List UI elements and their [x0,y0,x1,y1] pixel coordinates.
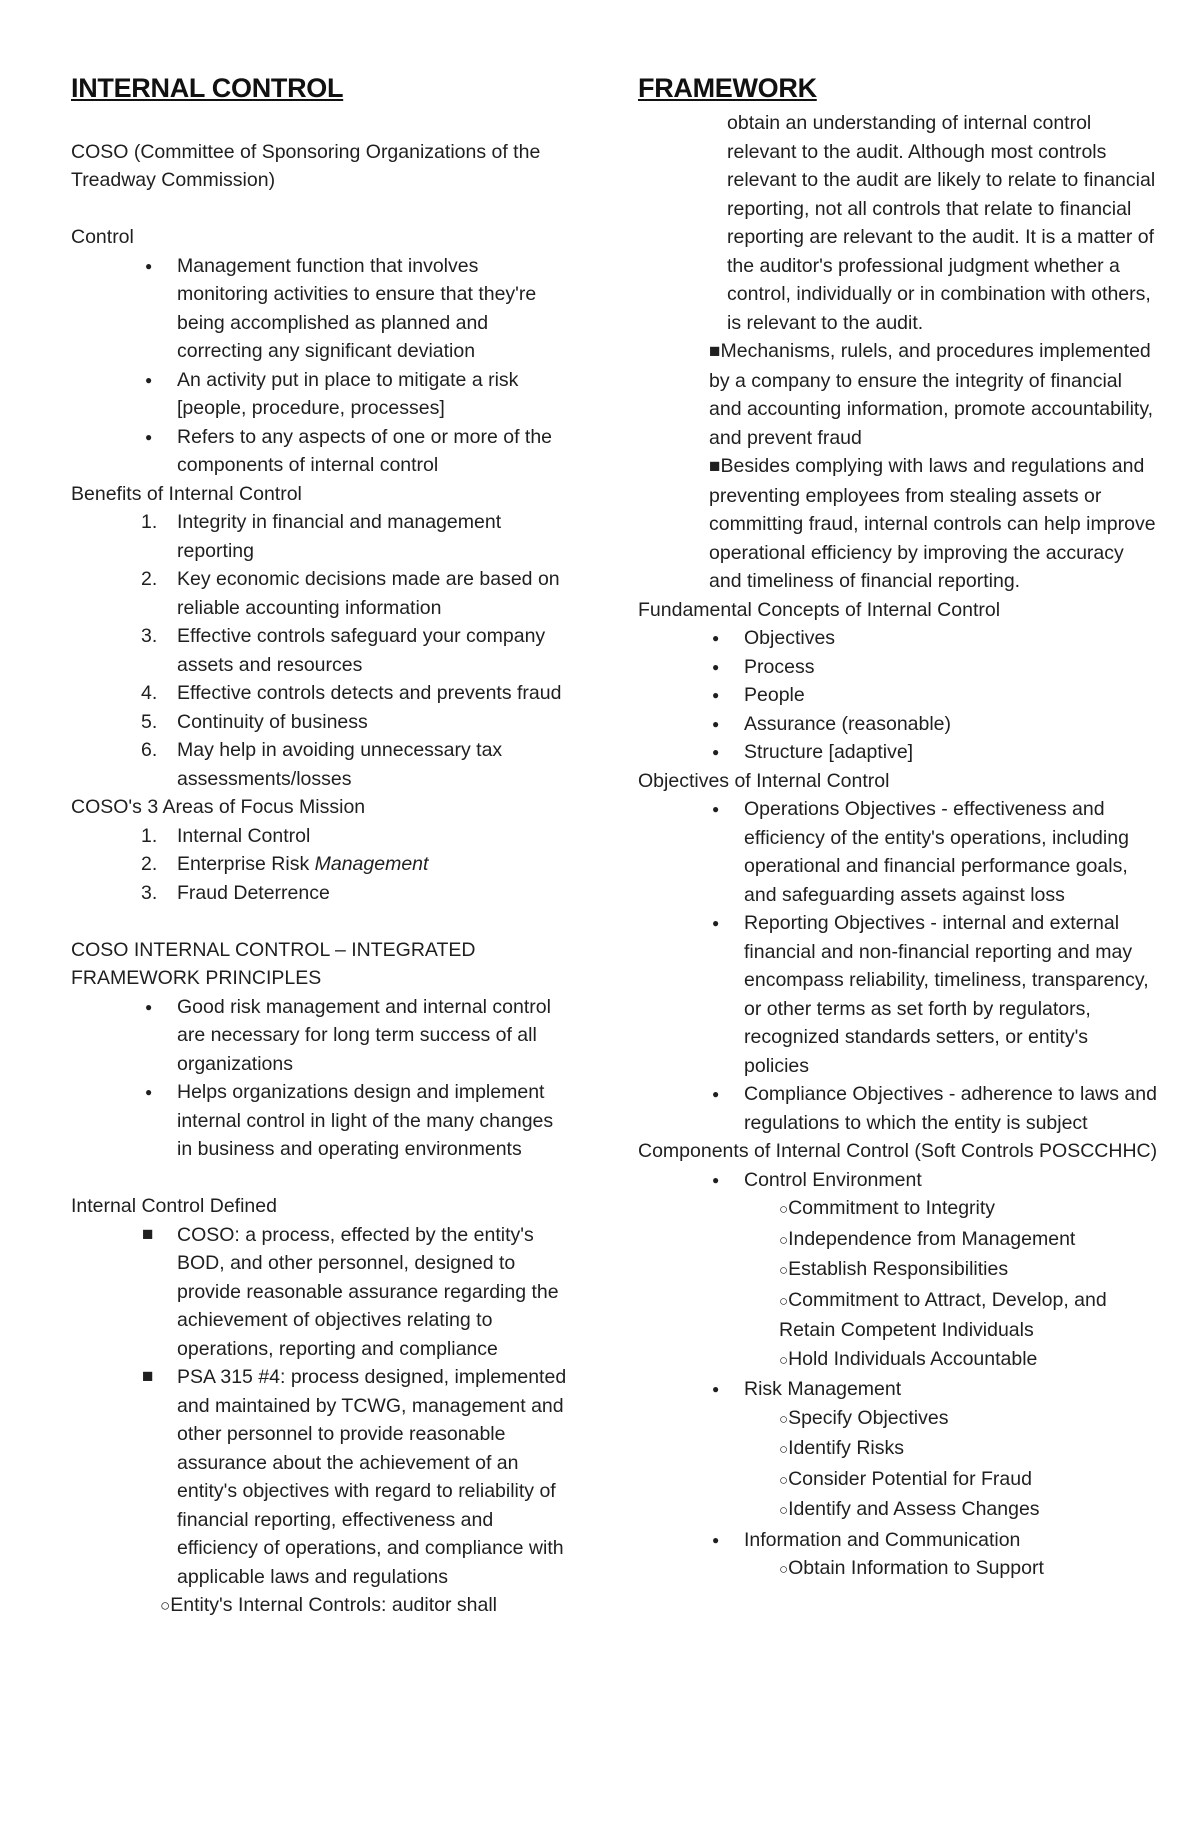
sub-item: ○ Hold Individuals Accountable [779,1345,1158,1376]
objectives-list [638,795,1158,1137]
sub-list [744,1194,1158,1375]
control-list [71,252,571,480]
component-title: Risk Management [744,1378,902,1400]
sub-item: ○ Commitment to Integrity [779,1194,1158,1225]
sub-item: ○ Commitment to Attract, Develop, and Retain Competent Individuals [779,1286,1158,1345]
focus-text: Enterprise Risk [177,853,315,875]
list-item: May help in avoiding unnecessary tax assessments/losses [177,739,503,790]
objectives-label: Objectives of Internal Control [638,769,890,792]
defined-list [71,1221,571,1592]
list-item [744,1375,1158,1526]
list-item: ● Reporting Objectives - internal and external financial and non-financial reporting and may encompass reliability, timeliness, transparency, or other terms as set forth by regulators, recognized standards setters, or entity's policies [744,909,1158,1080]
benefits-list [71,508,571,793]
principles-list [71,993,571,1164]
list-item: ● People [744,681,1158,710]
focus-label: COSO's 3 Areas of Focus Mission [71,796,366,818]
focus-text: Internal Control [177,824,311,847]
list-item: Effective controls detects and prevents fraud [177,682,562,704]
component-title: Information and Communication [744,1528,1021,1551]
component-title: Control Environment [744,1168,922,1191]
sub-list [744,1554,1158,1585]
list-item: ● Refers to any aspects of one or more of the components of internal control [177,423,571,480]
fundamental-list [638,624,1158,767]
list-item: ○ Entity's Internal Controls: auditor shall [160,1591,571,1621]
mechanisms-list [638,337,1158,596]
continuation-text: obtain an understanding of internal control relevant to the audit. Although most controls relevant to the audit are likely to relate to financial reporting, not all controls that relate to financial reporting are relevant to the audit. It is a matter of the auditor's professional judgment whether a control, individually or in combination with others, is relevant to the audit. [727,112,1156,334]
right-column [638,70,1158,1585]
list-item [177,850,571,879]
sub-item: ○ Obtain Information to Support [779,1554,1158,1585]
list-item: ■ PSA 315 #4: process designed, implemented and maintained by TCWG, management and other personnel to provide reasonable assurance about the achievement of an entity's objectives with regard to reliability of financial reporting, effectiveness and efficiency of operations, and compliance with applicable laws and regulations [177,1363,571,1591]
list-item: ● Compliance Objectives - adherence to laws and regulations to which the entity is subject [744,1080,1158,1137]
list-item: Key economic decisions made are based on reliable accounting information [177,568,560,619]
list-item: ● An activity put in place to mitigate a risk [people, procedure, processes] [177,366,571,423]
list-item [744,1166,1158,1376]
sub-item: ○ Establish Responsibilities [779,1255,1158,1286]
list-item: ● Objectives [744,624,1158,653]
benefits-label: Benefits of Internal Control [71,482,302,505]
principles-label: COSO INTERNAL CONTROL – INTEGRATED FRAMEWORK PRINCIPLES [71,938,476,989]
list-item: ● Operations Objectives - effectiveness and efficiency of the entity's operations, including operational and financial performance goals, and safeguarding assets against loss [744,795,1158,909]
defined-label: Internal Control Defined [71,1195,277,1217]
sub-list [744,1404,1158,1526]
fundamental-label: Fundamental Concepts of Internal Control [638,598,1001,621]
list-item [177,879,571,908]
list-item: ■ COSO: a process, effected by the entity's BOD, and other personnel, designed to provide reasonable assurance regarding the achievement of objectives relating to operations, reporting and compliance [177,1221,571,1364]
list-item: ● Good risk management and internal control are necessary for long term success of all organizations [177,993,571,1079]
list-item [744,1526,1158,1585]
focus-emphasis: Management [314,853,429,875]
list-item: Integrity in financial and management reporting [177,511,502,562]
list-item: ■ Besides complying with laws and regulations and preventing employees from stealing assets or committing fraud, internal controls can help improve operational efficiency by improving the accuracy and timeliness of financial reporting. [709,452,1158,596]
left-column [71,70,571,1621]
sub-item: ○ Specify Objectives [779,1404,1158,1435]
sub-item: ○ Identify Risks [779,1434,1158,1465]
list-item: ● Management function that involves monitoring activities to ensure that they're being accomplished as planned and correcting any significant deviation [177,252,571,366]
list-item: ● Assurance (reasonable) [744,710,1158,739]
list-item: Continuity of business [177,710,368,733]
list-item: ■ Mechanisms, rulels, and procedures implemented by a company to ensure the integrity of financial and accounting information, promote accountability, and prevent fraud [709,337,1158,452]
focus-text: Fraud Deterrence [177,881,330,904]
list-item: ● Process [744,653,1158,682]
list-item: ● Structure [adaptive] [744,738,1158,767]
sub-item: ○ Consider Potential for Fraud [779,1465,1158,1496]
focus-list [71,822,571,908]
control-label: Control [71,226,134,248]
heading-framework: FRAMEWORK [638,73,817,103]
list-item [177,822,571,851]
components-list [638,1166,1158,1585]
sub-item: ○ Independence from Management [779,1225,1158,1256]
coso-definition: COSO (Committee of Sponsoring Organizations of the Treadway Commission) [71,140,541,191]
components-label: Components of Internal Control (Soft Controls POSCCHHC) [638,1140,1158,1162]
list-item: Effective controls safeguard your company assets and resources [177,625,546,676]
heading-internal-control: INTERNAL CONTROL [71,73,344,103]
sub-item: ○ Identify and Assess Changes [779,1495,1158,1526]
list-item: ● Helps organizations design and implement internal control in light of the many changes in business and operating environments [177,1078,571,1164]
entity-list [71,1591,571,1621]
